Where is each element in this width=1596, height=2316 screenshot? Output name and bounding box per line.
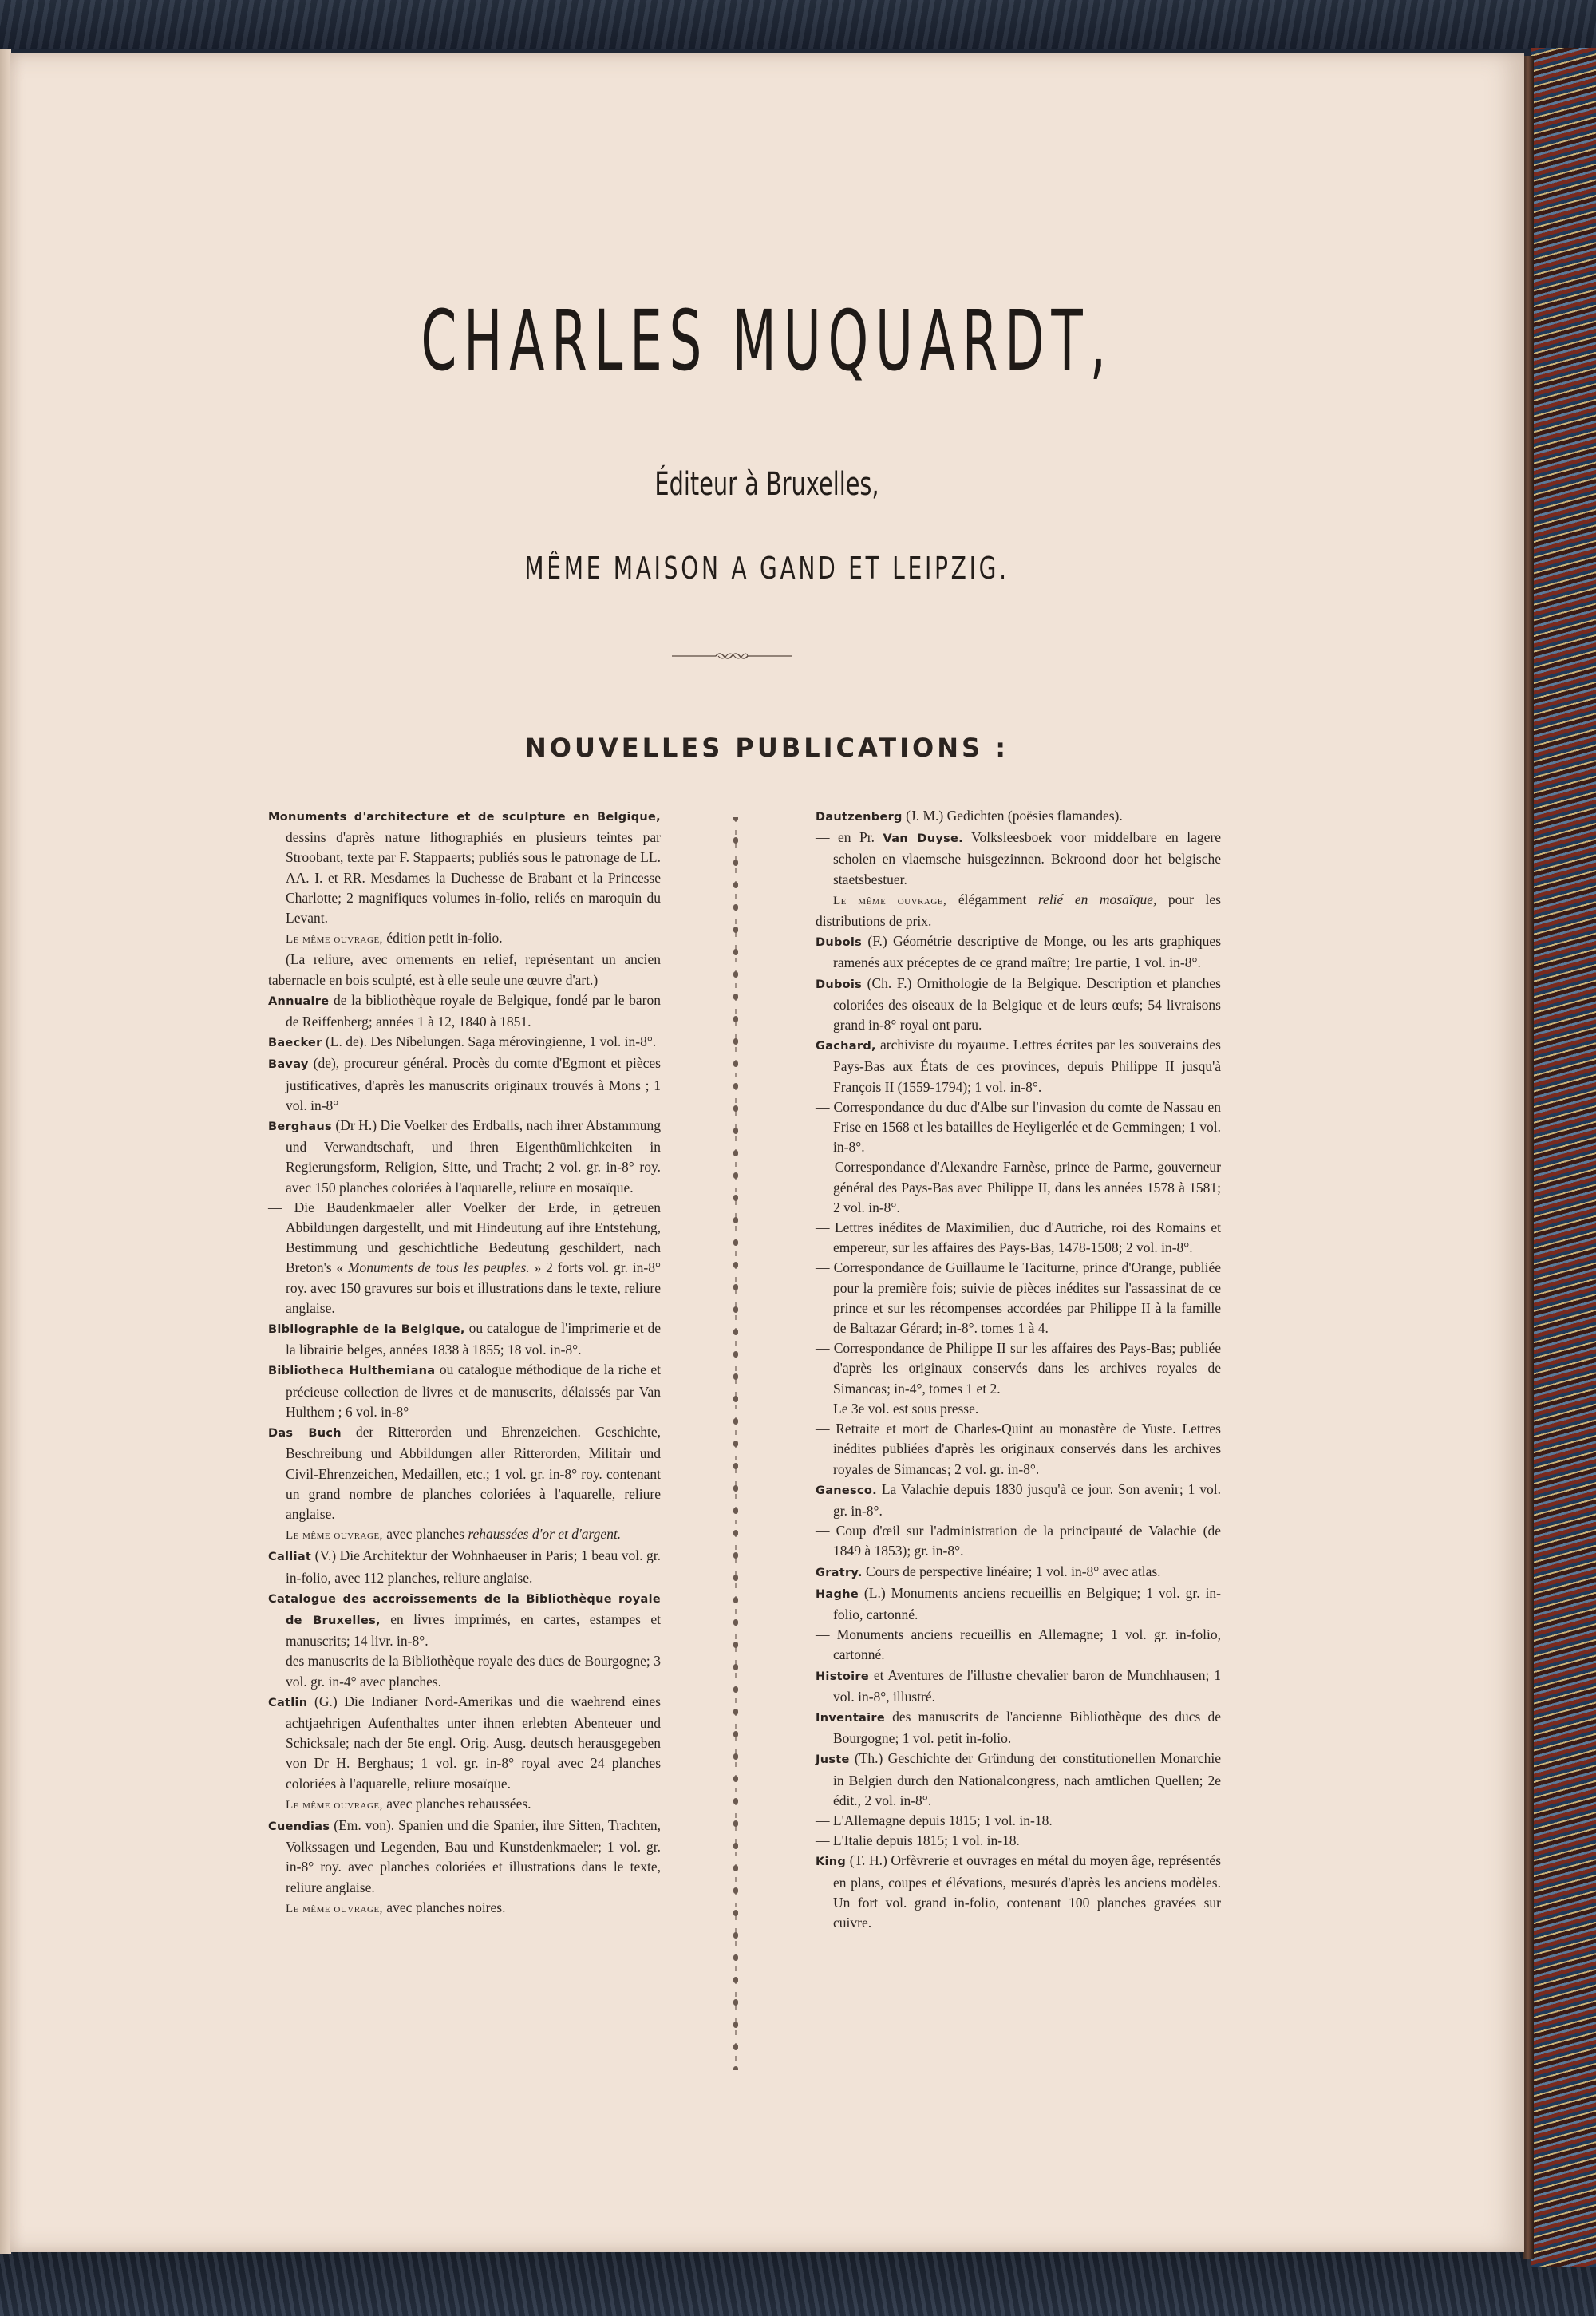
list-item: Monuments d'architecture et de sculpture en Belgique, dessins d'après nature lithographiés en plusieurs teintes par Stroobant, texte par F. Stappaerts; publiés sous le patronage de LL. AA. I. et RR. Mesdames la Duchesse de Brabant et la Princesse Charlotte; 2 magnifiques volumes in-folio, reliés en maroquin du Levant. xyxy=(268,811,661,927)
binding-top xyxy=(0,0,1596,49)
section-heading: NOUVELLES PUBLICATIONS : xyxy=(524,733,1009,763)
list-item: Dubois (Ch. F.) Ornithologie de la Belgique. Description et planches coloriées des oiseaux de la Belgique et de leurs œufs; 54 livraisons grand in-8° royal ont paru. xyxy=(816,974,1221,1034)
list-item: Gachard, archiviste du royaume. Lettres écrites par les souverains des Pays-Bas aux États de ces provinces, depuis Philippe II jusqu'à François II (1559-1794); 1 vol. in-8°. xyxy=(816,1037,1221,1095)
left-column xyxy=(268,806,661,1919)
right-column xyxy=(816,806,1221,1933)
list-item: Cuendias (Em. von). Spanien und die Spanier, ihre Sitten, Trachten, Volkssagen und Legenden, Bau und Kunstdenkmaeler; 1 vol. gr. in-8° roy. avec planches coloriées et illustrations dans le texte, reliure anglaise. xyxy=(268,1816,661,1895)
list-item: — en Pr. Van Duyse. Volksleesboek voor middelbare en lagere scholen en vlaemsche huisgezinnen. Bekroond door het belgische staetsbestuer. xyxy=(816,829,1221,887)
list-item: Histoire et Aventures de l'illustre chevalier baron de Munchhausen; 1 vol. in-8°, illustré. xyxy=(816,1666,1221,1705)
binding-spine xyxy=(1523,56,1534,2259)
list-item: — Correspondance du duc d'Albe sur l'invasion du comte de Nassau en Frise en 1568 et les batailles de Heyligerlée et de Gemmingen; 1 vol. in-8°. xyxy=(816,1098,1221,1156)
branch-offices: MÊME MAISON A GAND ET LEIPZIG. xyxy=(524,551,1009,586)
list-item: Gratry. Cours de perspective linéaire; 1 vol. in-8° avec atlas. xyxy=(816,1563,1161,1579)
list-item: — L'Italie depuis 1815; 1 vol. in-18. xyxy=(816,1832,1020,1849)
list-item: Bibliographie de la Belgique, ou catalogue de l'imprimerie et de la librairie belges, années 1838 à 1855; 18 vol. in-8°. xyxy=(268,1320,661,1358)
list-item: Bibliotheca Hulthemiana ou catalogue méthodique de la riche et précieuse collection de livres et de manuscrits, délaissés par Van Hulthem ; 6 vol. in-8° xyxy=(268,1362,661,1420)
list-item: Haghe (L.) Monuments anciens recueillis en Belgique; 1 vol. gr. in-folio, cartonné. xyxy=(816,1584,1221,1622)
list-item: — Die Baudenkmaeler aller Voelker der Erde, in getreuen Abbildungen dargestellt, und mit Hindeutung auf ihre Entstehung, Bestimmung und geschichtliche Bedeutung geschildert, nach Breton's « Monuments de tous les peuples. » 2 forts vol. gr. in-8° roy. avec 150 gravures sur bois et illustrations dans le texte, reliure anglaise. xyxy=(268,1199,661,1316)
list-item: — Correspondance de Guillaume le Taciturne, prince d'Orange, publiée pour la première fois; suivie de pièces inédites sur l'assassinat de ce prince et sur les récompenses accordées par Philippe II à la famille de Baltazar Gérard; in-8°. tomes 1 à 4. xyxy=(816,1259,1221,1337)
list-item: — des manuscrits de la Bibliothèque royale des ducs de Bourgogne; 3 vol. gr. in-4° avec planches. xyxy=(268,1653,661,1690)
column-divider-icon xyxy=(726,817,745,2070)
list-item: Berghaus (Dr H.) Die Voelker des Erdballs, nach ihrer Abstammung und Verwandtschaft, und ihren Eigenthümlichkeiten in Regierungsform, Religion, Sitte, und Tracht; 2 vol. gr. in-8° roy. avec 150 planches coloriées à l'aquarelle, reliure en mosaïque. xyxy=(268,1117,661,1196)
list-item: (La reliure, avec ornements en relief, représentant un ancien tabernacle en bois sculpté, est à elle seule une œuvre d'art.) xyxy=(268,951,661,988)
list-item: Baecker (L. de). Des Nibelungen. Saga mérovingienne, 1 vol. in-8°. xyxy=(268,1034,657,1050)
list-item: — Correspondance d'Alexandre Farnèse, prince de Parme, gouverneur général des Pays-Bas avec Philippe II, dans les années 1578 à 1581; 2 vol. in-8°. xyxy=(816,1159,1221,1215)
page xyxy=(10,53,1524,2252)
list-item: Das Buch der Ritterorden und Ehrenzeichen. Geschichte, Beschreibung und Abbildungen aller Ritterorden, Militair und Civil-Ehrenzeichen, Medaillen, etc.; 1 vol. gr. in-8° roy. contenant un grand nombre de planches coloriées à l'aquarelle, reliure anglaise. xyxy=(268,1424,661,1522)
list-item: Le 3e vol. est sous presse. xyxy=(833,1400,979,1417)
list-item: — L'Allemagne depuis 1815; 1 vol. in-18. xyxy=(816,1812,1053,1828)
list-item: — Retraite et mort de Charles-Quint au monastère de Yuste. Lettres inédites publiées d'après les originaux conservés dans les archives royales de Simancas; 2 vol. gr. in-8°. xyxy=(816,1421,1221,1477)
list-item: Bavay (de), procureur général. Procès du comte d'Egmont et pièces justificatives, d'après les manuscrits originaux trouvés à Mons ; 1 vol. in-8° xyxy=(268,1055,661,1113)
list-item: — Coup d'œil sur l'administration de la principauté de Valachie (de 1849 à 1853); gr. in-8°. xyxy=(816,1523,1221,1559)
page-title: CHARLES MUQUARDT, xyxy=(421,292,1113,389)
list-item: King (T. H.) Orfèvrerie et ouvrages en métal du moyen âge, représentés en plans, coupes et élévations, mesurés d'après les anciens modèles. Un fort vol. grand in-folio, contenant 100 planches gravées sur cuivre. xyxy=(816,1852,1221,1931)
binding-bottom xyxy=(0,2252,1596,2316)
publisher-location: Éditeur à Bruxelles, xyxy=(654,466,879,503)
list-item: Calliat (V.) Die Architektur der Wohnhaeuser in Paris; 1 beau vol. gr. in-folio, avec 112 planches, reliure anglaise. xyxy=(268,1547,661,1586)
list-item: Le même ouvrage, élégamment relié en mosaïque, pour les distributions de prix. xyxy=(816,891,1221,930)
list-item: Le même ouvrage, édition petit in-folio. xyxy=(286,930,503,947)
list-item: Catalogue des accroissements de la Bibliothèque royale de Bruxelles, en livres imprimés, en cartes, estampes et manuscrits; 14 livr. in-8°. xyxy=(268,1592,661,1650)
list-item: Ganesco. La Valachie depuis 1830 jusqu'à ce jour. Son avenir; 1 vol. gr. in-8°. xyxy=(816,1480,1221,1519)
list-item: — Correspondance de Philippe II sur les affaires des Pays-Bas; publiée d'après les originaux conservés dans les archives royales de Simancas; in-4°, tomes 1 et 2. xyxy=(816,1340,1221,1397)
list-item: Dautzenberg (J. M.) Gedichten (poësies flamandes). xyxy=(816,808,1123,824)
list-item: Catlin (G.) Die Indianer Nord-Amerikas und die waehrend eines achtjaehrigen Aufenthaltes unter ihnen erlebten Abenteuer und Schicksale; nach der 5te engl. Orig. Ausg. deutsch herausgegeben von Dr H. Berghaus; 1 vol. gr. in-8° royal avec 24 planches coloriées à l'aquarelle, reliure mosaïque. xyxy=(268,1693,661,1792)
list-item: Annuaire de la bibliothèque royale de Belgique, fondé par le baron de Reiffenberg; années 1 à 12, 1840 à 1851. xyxy=(268,991,661,1030)
marbled-edge xyxy=(1531,48,1596,2267)
list-item: — Monuments anciens recueillis en Allemagne; 1 vol. gr. in-folio, cartonné. xyxy=(816,1626,1221,1663)
list-item: Le même ouvrage, avec planches rehaussées. xyxy=(286,1795,531,1812)
list-item: Le même ouvrage, avec planches noires. xyxy=(286,1899,506,1915)
list-item: Inventaire des manuscrits de l'ancienne Bibliothèque des ducs de Bourgogne; 1 vol. petit in-folio. xyxy=(816,1708,1221,1747)
list-item: — Lettres inédites de Maximilien, duc d'Autriche, roi des Romains et empereur, sur les affaires des Pays-Bas, 1478-1508; 2 vol. in-8°. xyxy=(816,1219,1221,1256)
list-item: Le même ouvrage, avec planches rehaussées d'or et d'argent. xyxy=(286,1526,622,1543)
list-item: Juste (Th.) Geschichte der Gründung der constitutionellen Monarchie in Belgien durch den Nationalcongress, nach amtlichen Quellen; 2e édit., 2 vol. in-8°. xyxy=(816,1750,1221,1808)
list-item: Dubois (F.) Géométrie descriptive de Monge, ou les arts graphiques ramenés aux préceptes de ce grand maître; 1re partie, 1 vol. in-8°. xyxy=(816,933,1221,971)
ornament-divider-icon xyxy=(672,648,792,664)
